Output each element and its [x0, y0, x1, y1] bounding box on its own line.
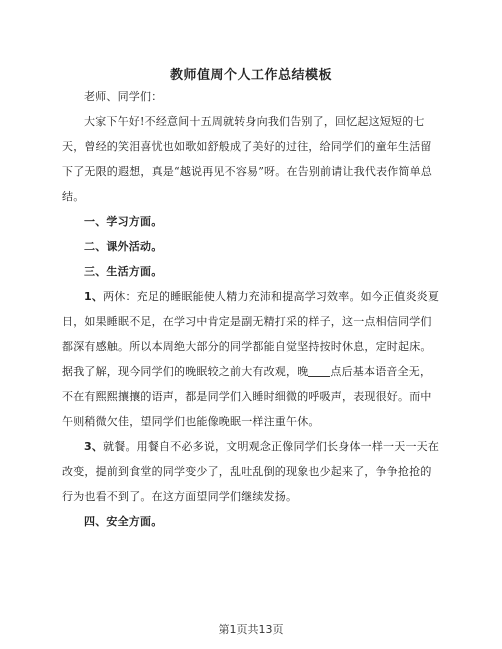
- item-rest-number: 1、: [84, 290, 104, 303]
- item-meal-paragraph: [62, 434, 440, 509]
- fill-blank: [308, 364, 330, 377]
- page-number: 第1页共13页: [218, 623, 284, 636]
- item-meal-text: 就餐。用餐自不必多说，文明观念正像同学们长身体一样一天一天在改变，提前到食堂的同学变少了，乱吐乱倒的现象也少起来了，争争抢抢的行为也看不到了。在这方面望同学们继续发扬。: [62, 440, 440, 503]
- greeting: 老师、同学们：: [84, 90, 163, 103]
- intro-paragraph: 大家下午好!不经意间十五周就转身向我们告别了，回忆起这短短的七天，曾经的笑泪喜忧也如歌如舒般成了美好的过往，给同学们的童年生活留下了无限的遐想，真是“越说再见不容易”呀。在告别前请让我代表作简单总结。: [62, 115, 433, 203]
- item-rest-text-a: 两休：充足的睡眠能使人精力充沛和提高学习效率。如今正值炎炎夏日，如果睡眠不足，在学习中肯定是副无精打采的样子，这一点相信同学们都深有感触。所以本周绝大部分的同学都能自觉坚持按时休息，定时起床。据我了解，现今同学们的晚眠较之前大有改观，晚: [62, 290, 440, 378]
- item-meal-number: 3、: [84, 440, 104, 453]
- heading-life: 三、生活方面。: [84, 265, 163, 278]
- item-rest-text-b: 点后基本语音全无，不在有熙熙攘攘的语声，都是同学们入睡时细微的呼吸声，表现很好。而中午则稍微欠佳，望同学们也能像晚眠一样注重午休。: [62, 365, 432, 428]
- document-title: 教师值周个人工作总结模板: [169, 68, 332, 83]
- heading-activities: 二、课外活动。: [84, 240, 163, 253]
- heading-study: 一、学习方面。: [84, 215, 163, 228]
- heading-safety: 四、安全方面。: [84, 515, 163, 528]
- document-body: [62, 84, 440, 534]
- item-rest-paragraph: [62, 284, 440, 434]
